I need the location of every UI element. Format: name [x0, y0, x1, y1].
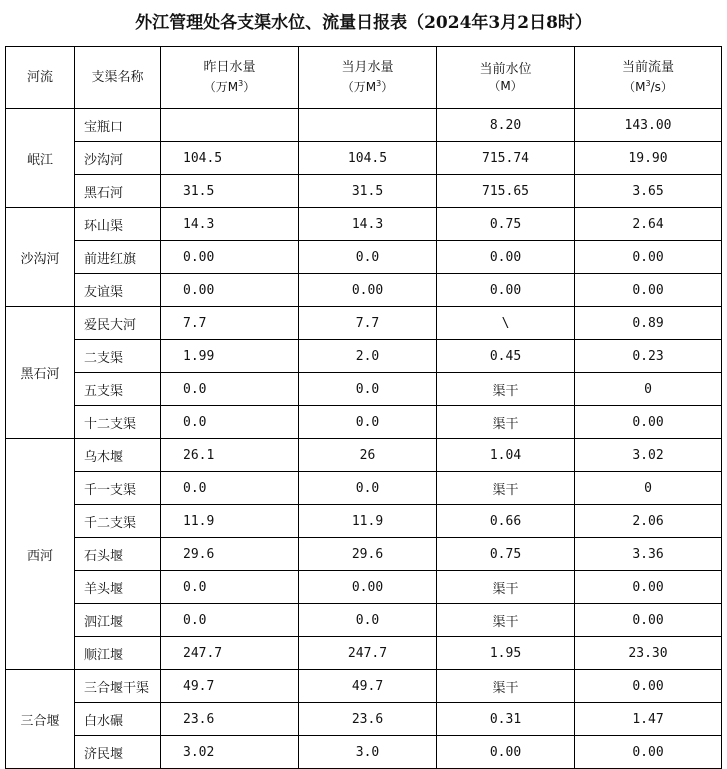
canal-name-cell: 二支渠: [75, 340, 161, 373]
yesterday-volume-cell: [161, 109, 299, 142]
current-flow-cell: 0.00: [575, 571, 722, 604]
yesterday-volume-cell: 29.6: [161, 538, 299, 571]
current-flow-cell: 3.02: [575, 439, 722, 472]
current-level-cell: 0.66: [437, 505, 575, 538]
table-row: [6, 274, 722, 307]
month-volume-cell: 0.0: [299, 406, 437, 439]
yesterday-volume-cell: 1.99: [161, 340, 299, 373]
canal-name-cell: 石头堰: [75, 538, 161, 571]
table-row: [6, 175, 722, 208]
month-volume-cell: 104.5: [299, 142, 437, 175]
table-row: [6, 340, 722, 373]
table-row: [6, 109, 722, 142]
canal-name-cell: 环山渠: [75, 208, 161, 241]
month-volume-cell: 26: [299, 439, 437, 472]
table-row: [6, 637, 722, 670]
table-row: [6, 571, 722, 604]
current-flow-cell: 0.89: [575, 307, 722, 340]
current-flow-cell: 0.00: [575, 406, 722, 439]
canal-name-cell: 千二支渠: [75, 505, 161, 538]
report-table: [5, 46, 722, 769]
month-volume-cell: [299, 109, 437, 142]
table-row: [6, 604, 722, 637]
current-flow-cell: 143.00: [575, 109, 722, 142]
month-volume-cell: 0.0: [299, 472, 437, 505]
current-flow-cell: 23.30: [575, 637, 722, 670]
current-level-cell: 1.04: [437, 439, 575, 472]
current-level-cell: 渠干: [437, 604, 575, 637]
month-volume-cell: 7.7: [299, 307, 437, 340]
current-level-cell: 0.00: [437, 274, 575, 307]
yesterday-volume-cell: 3.02: [161, 736, 299, 769]
current-level-cell: 0.45: [437, 340, 575, 373]
yesterday-volume-cell: 0.0: [161, 472, 299, 505]
table-row: [6, 505, 722, 538]
current-level-cell: 渠干: [437, 373, 575, 406]
header-current-flow: 当前流量 $(M^3/s)$: [575, 47, 722, 109]
yesterday-volume-cell: 0.00: [161, 241, 299, 274]
current-flow-cell: 2.06: [575, 505, 722, 538]
yesterday-volume-cell: 31.5: [161, 175, 299, 208]
month-volume-cell: 0.0: [299, 373, 437, 406]
yesterday-volume-cell: 23.6: [161, 703, 299, 736]
current-level-cell: 渠干: [437, 670, 575, 703]
canal-name-cell: 白水碾: [75, 703, 161, 736]
month-volume-cell: 0.00: [299, 274, 437, 307]
current-level-cell: 渠干: [437, 571, 575, 604]
current-flow-cell: 0.00: [575, 604, 722, 637]
current-level-cell: 1.95: [437, 637, 575, 670]
yesterday-volume-cell: 0.0: [161, 406, 299, 439]
yesterday-volume-cell: 0.0: [161, 373, 299, 406]
table-row: [6, 406, 722, 439]
current-level-cell: 0.00: [437, 736, 575, 769]
header-row: [6, 47, 722, 109]
yesterday-volume-cell: 26.1: [161, 439, 299, 472]
table-row: [6, 142, 722, 175]
month-volume-cell: 31.5: [299, 175, 437, 208]
current-level-cell: 8.20: [437, 109, 575, 142]
current-level-cell: \: [437, 307, 575, 340]
yesterday-volume-cell: 0.00: [161, 274, 299, 307]
river-name-cell: 岷江: [6, 109, 75, 208]
current-flow-cell: 0.00: [575, 241, 722, 274]
current-flow-cell: 1.47: [575, 703, 722, 736]
current-flow-cell: 3.65: [575, 175, 722, 208]
river-name-cell: 黑石河: [6, 307, 75, 439]
canal-name-cell: 羊头堰: [75, 571, 161, 604]
yesterday-volume-cell: 14.3: [161, 208, 299, 241]
canal-name-cell: 前进红旗: [75, 241, 161, 274]
table-row: [6, 439, 722, 472]
current-flow-cell: 0: [575, 472, 722, 505]
canal-name-cell: 沙沟河: [75, 142, 161, 175]
canal-name-cell: 十二支渠: [75, 406, 161, 439]
month-volume-cell: 29.6: [299, 538, 437, 571]
current-flow-cell: 0: [575, 373, 722, 406]
current-flow-cell: 2.64: [575, 208, 722, 241]
canal-name-cell: 三合堰干渠: [75, 670, 161, 703]
header-canal: 支渠名称: [75, 47, 161, 109]
header-yesterday-volume: 昨日水量 （万$M^3$）: [161, 47, 299, 109]
table-row: [6, 307, 722, 340]
canal-name-cell: 泗江堰: [75, 604, 161, 637]
yesterday-volume-cell: 0.0: [161, 571, 299, 604]
current-flow-cell: 0.00: [575, 670, 722, 703]
table-row: [6, 373, 722, 406]
table-row: [6, 538, 722, 571]
current-flow-cell: 0.23: [575, 340, 722, 373]
header-month-volume: 当月水量 （万$M^3$）: [299, 47, 437, 109]
yesterday-volume-cell: 11.9: [161, 505, 299, 538]
month-volume-cell: 14.3: [299, 208, 437, 241]
current-level-cell: 715.74: [437, 142, 575, 175]
canal-name-cell: 宝瓶口: [75, 109, 161, 142]
month-volume-cell: 23.6: [299, 703, 437, 736]
river-name-cell: 三合堰: [6, 670, 75, 769]
month-volume-cell: 0.00: [299, 571, 437, 604]
month-volume-cell: 0.0: [299, 241, 437, 274]
canal-name-cell: 爱民大河: [75, 307, 161, 340]
canal-name-cell: 济民堰: [75, 736, 161, 769]
current-level-cell: 0.31: [437, 703, 575, 736]
report-title: 外江管理处各支渠水位、流量日报表（2024年3月2日8时）: [135, 13, 592, 33]
yesterday-volume-cell: 104.5: [161, 142, 299, 175]
yesterday-volume-cell: 49.7: [161, 670, 299, 703]
table-row: [6, 472, 722, 505]
river-name-cell: 西河: [6, 439, 75, 670]
current-flow-cell: 0.00: [575, 274, 722, 307]
canal-name-cell: 乌木堰: [75, 439, 161, 472]
current-level-cell: 渠干: [437, 472, 575, 505]
current-level-cell: 渠干: [437, 406, 575, 439]
current-level-cell: 0.75: [437, 538, 575, 571]
current-flow-cell: 19.90: [575, 142, 722, 175]
canal-name-cell: 五支渠: [75, 373, 161, 406]
current-level-cell: 0.75: [437, 208, 575, 241]
month-volume-cell: 247.7: [299, 637, 437, 670]
month-volume-cell: 0.0: [299, 604, 437, 637]
month-volume-cell: 11.9: [299, 505, 437, 538]
table-row: [6, 241, 722, 274]
current-level-cell: 715.65: [437, 175, 575, 208]
canal-name-cell: 顺江堰: [75, 637, 161, 670]
header-current-level: 当前水位 （M）: [437, 47, 575, 109]
current-flow-cell: 0.00: [575, 736, 722, 769]
canal-name-cell: 友谊渠: [75, 274, 161, 307]
table-row: [6, 703, 722, 736]
month-volume-cell: 2.0: [299, 340, 437, 373]
header-river: 河流: [6, 47, 75, 109]
canal-name-cell: 黑石河: [75, 175, 161, 208]
yesterday-volume-cell: 0.0: [161, 604, 299, 637]
current-flow-cell: 3.36: [575, 538, 722, 571]
current-level-cell: 0.00: [437, 241, 575, 274]
month-volume-cell: 3.0: [299, 736, 437, 769]
report-body: [6, 109, 722, 769]
table-row: [6, 670, 722, 703]
yesterday-volume-cell: 7.7: [161, 307, 299, 340]
table-row: [6, 736, 722, 769]
month-volume-cell: 49.7: [299, 670, 437, 703]
yesterday-volume-cell: 247.7: [161, 637, 299, 670]
river-name-cell: 沙沟河: [6, 208, 75, 307]
table-row: [6, 208, 722, 241]
canal-name-cell: 千一支渠: [75, 472, 161, 505]
